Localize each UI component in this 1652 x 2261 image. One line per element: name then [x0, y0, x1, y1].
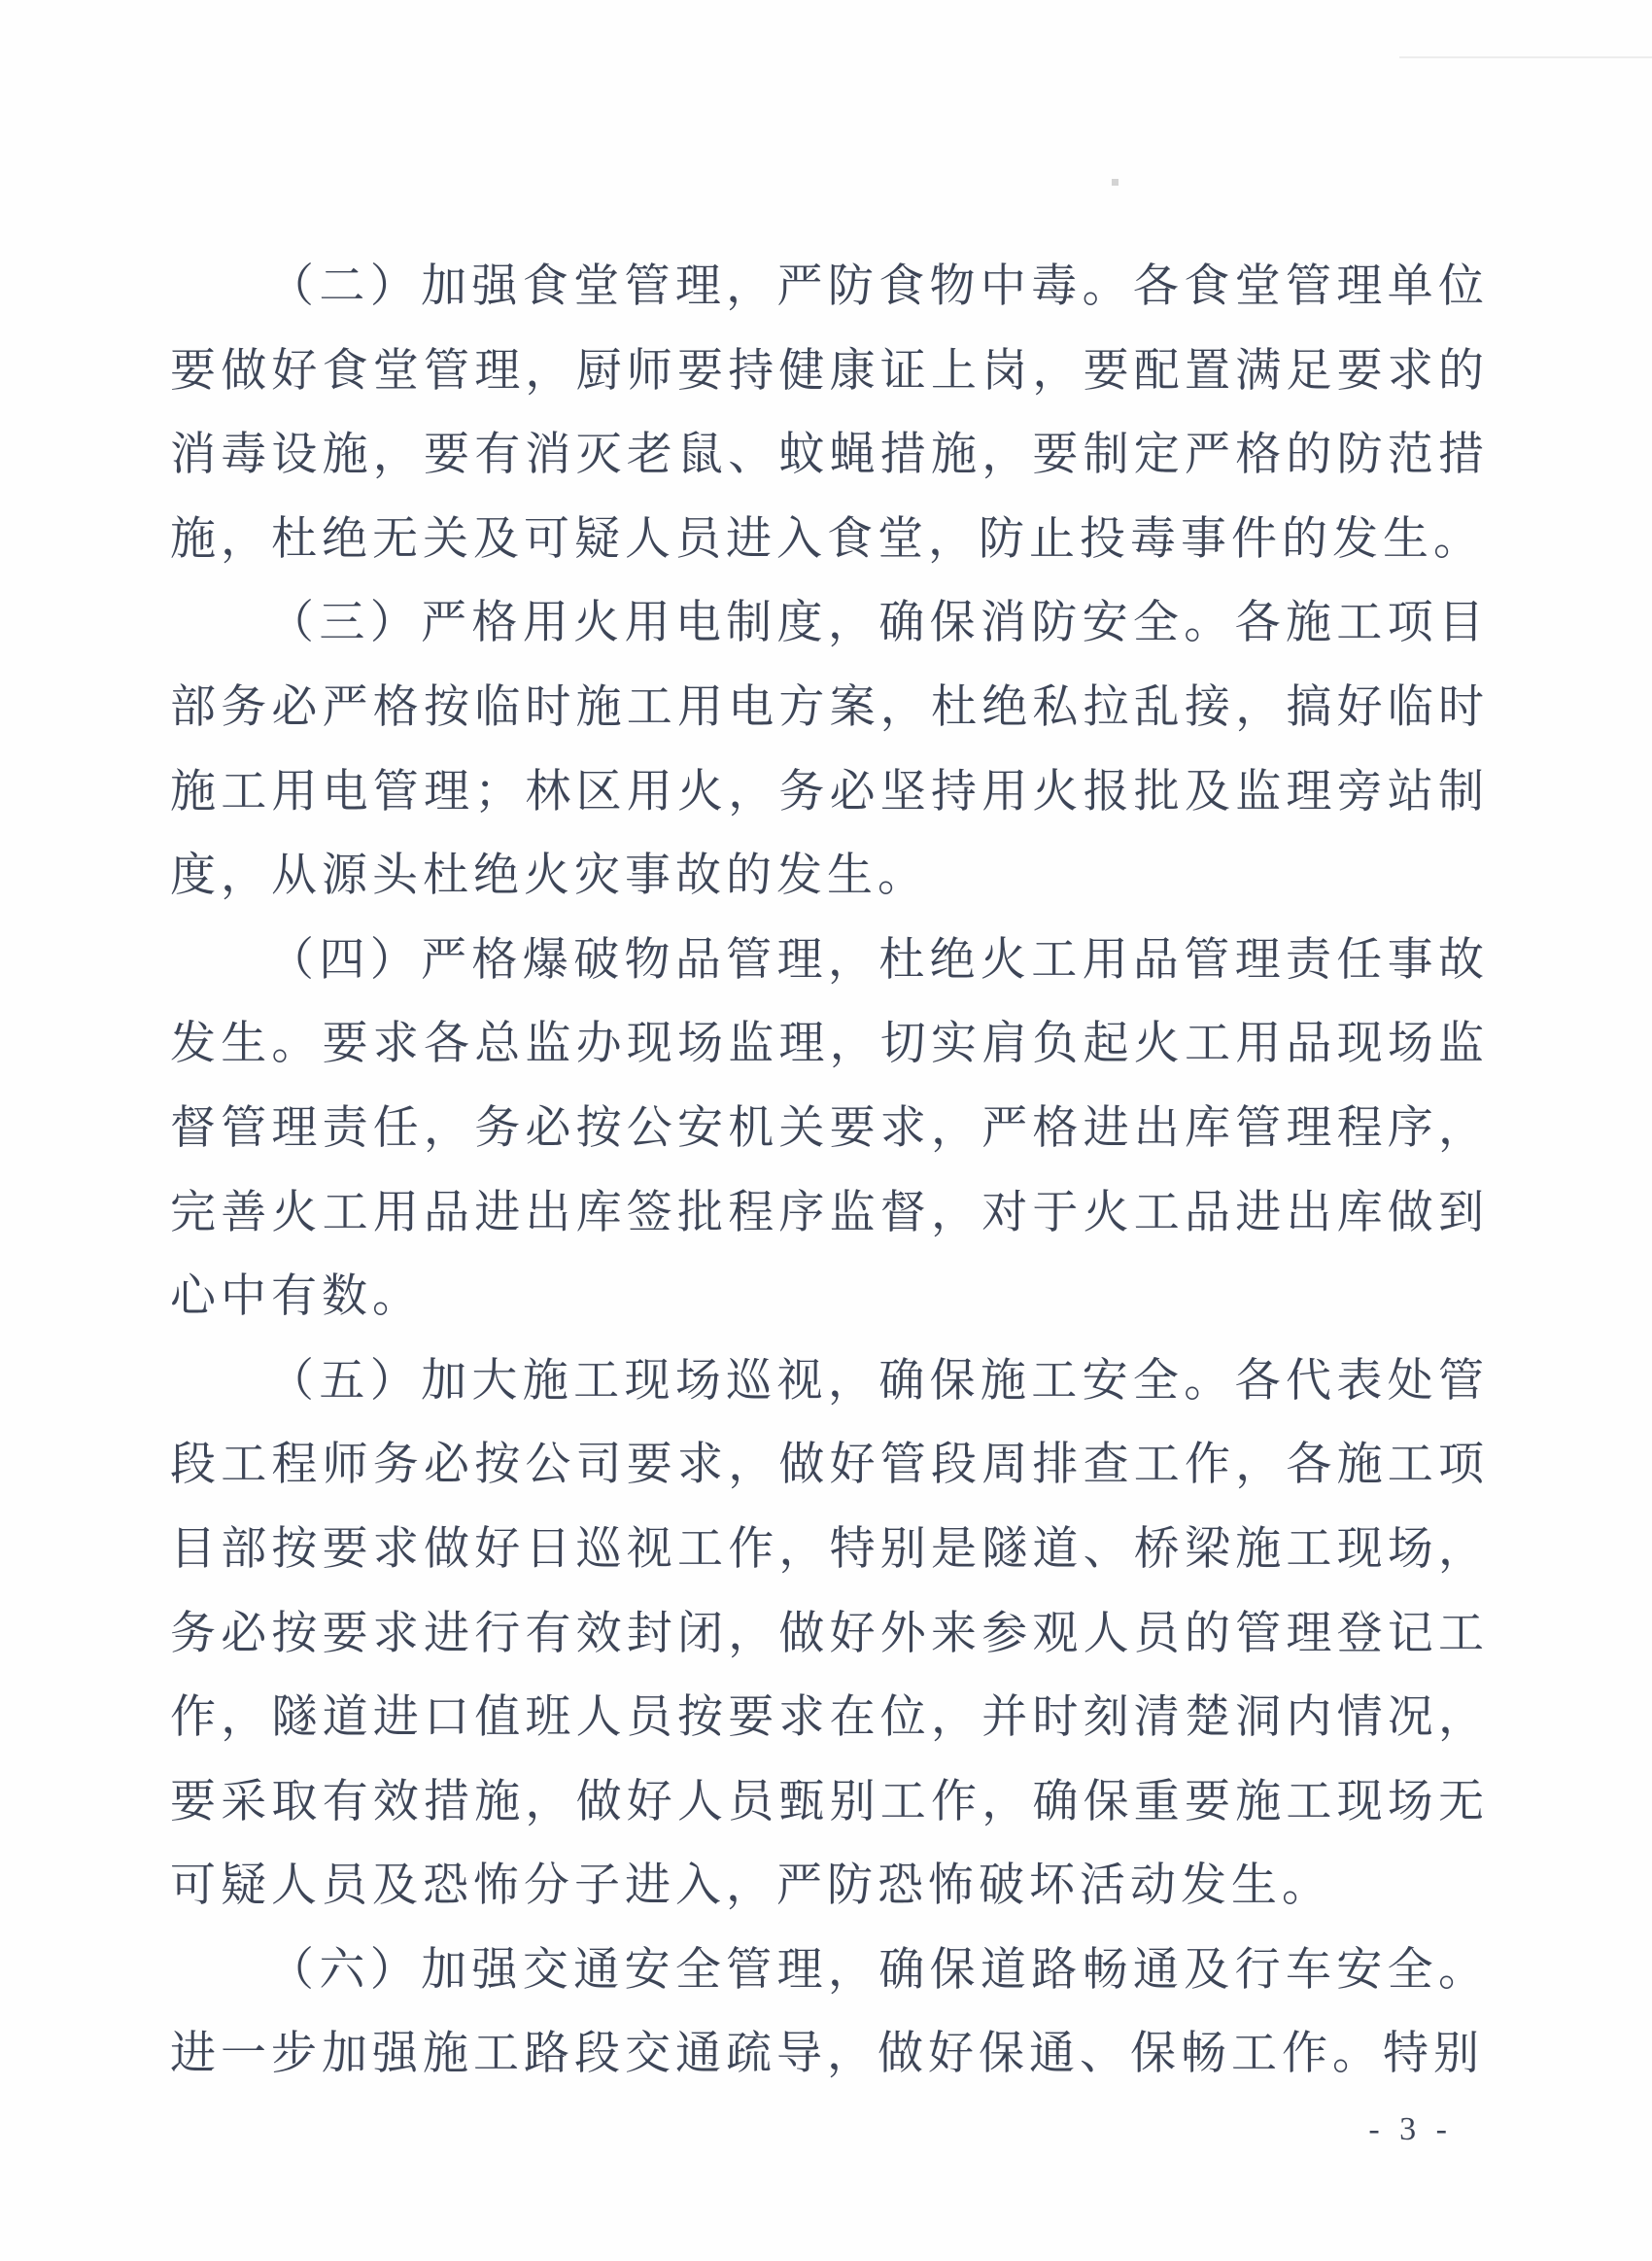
page-number: - 3 - [1368, 2111, 1453, 2147]
paragraph-item-6: （六）加强交通安全管理，确保道路畅通及行车安全。进一步加强施工路段交通疏导，做好保通、保畅工作。特别 [170, 1944, 1489, 2080]
scan-artifact-line [1399, 56, 1652, 58]
paragraph-item-2: （二）加强食堂管理，严防食物中毒。各食堂管理单位要做好食堂管理，厨师要持健康证上岗，要配置满足要求的消毒设施，要有消灭老鼠、蚊蝇措施，要制定严格的防范措施，杜绝无关及可疑人员进入食堂，防止投毒事件的发生。 [170, 261, 1489, 565]
scan-artifact-dot [1112, 179, 1119, 186]
paragraph-item-5: （五）加大施工现场巡视，确保施工安全。各代表处管段工程师务必按公司要求，做好管段周排查工作，各施工项目部按要求做好日巡视工作，特别是隧道、桥梁施工现场，务必按要求进行有效封闭，做好外来参观人员的管理登记工作，隧道进口值班人员按要求在位，并时刻清楚洞内情况，要采取有效措施，做好人员甄别工作，确保重要施工现场无可疑人员及恐怖分子进入，严防恐怖破坏活动发生。 [170, 1355, 1489, 1912]
body-text [170, 245, 1489, 2097]
paragraph-item-4: （四）严格爆破物品管理，杜绝火工用品管理责任事故发生。要求各总监办现场监理，切实肩负起火工用品现场监督管理责任，务必按公安机关要求，严格进出库管理程序，完善火工用品进出库签批程序监督，对于火工品进出库做到心中有数。 [170, 934, 1489, 1323]
paragraph-item-3: （三）严格用火用电制度，确保消防安全。各施工项目部务必严格按临时施工用电方案，杜绝私拉乱接，搞好临时施工用电管理；林区用火，务必坚持用火报批及监理旁站制度，从源头杜绝火灾事故的发生。 [170, 598, 1489, 902]
